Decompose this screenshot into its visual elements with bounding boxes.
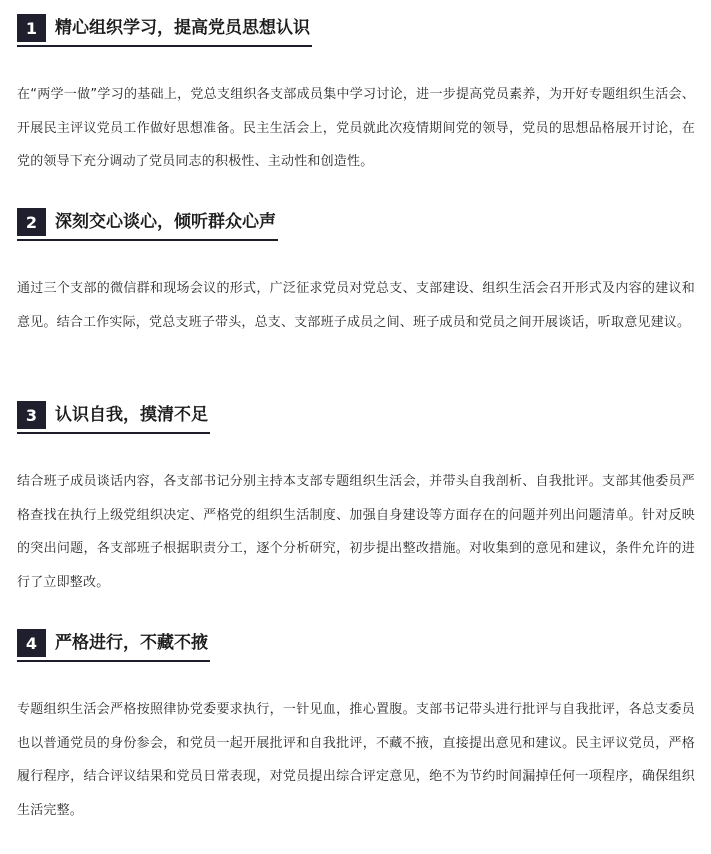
section-number-badge: 4 <box>17 629 46 657</box>
section-heading <box>17 401 210 434</box>
section-title: 深刻交心谈心，倾听群众心声 <box>55 212 276 232</box>
section-body: 通过三个支部的微信群和现场会议的形式，广泛征求党员对党总支、支部建设、组织生活会召开形式及内容的建议和意见。结合工作实际，党总支班子带头，总支、支部班子成员之间、班子成员和党员之间开展谈话，听取意见建议。 <box>17 281 695 330</box>
section-number-badge: 2 <box>17 208 46 236</box>
section-3 <box>17 401 695 599</box>
section-heading <box>17 629 210 662</box>
section-4 <box>17 629 695 827</box>
section-number-badge: 1 <box>17 14 46 42</box>
section-heading <box>17 208 278 241</box>
section-body: 专题组织生活会严格按照律协党委要求执行，一针见血，推心置腹。支部书记带头进行批评与自我批评，各总支委员也以普通党员的身份参会，和党员一起开展批评和自我批评，不藏不掖，直接提出意见和建议。民主评议党员，严格履行程序，结合评议结果和党员日常表现，对党员提出综合评定意见，绝不为节约时间漏掉任何一项程序，确保组织生活完整。 <box>17 702 695 818</box>
section-title: 认识自我，摸清不足 <box>55 405 208 425</box>
section-body: 在“两学一做”学习的基础上，党总支组织各支部成员集中学习讨论，进一步提高党员素养，为开好专题组织生活会、开展民主评议党员工作做好思想准备。民主生活会上，党员就此次疫情期间党的领导，党员的思想品格展开讨论，在党的领导下充分调动了党员同志的积极性、主动性和创造性。 <box>17 87 695 169</box>
section-body: 结合班子成员谈话内容，各支部书记分别主持本支部专题组织生活会，并带头自我剖析、自我批评。支部其他委员严格查找在执行上级党组织决定、严格党的组织生活制度、加强自身建设等方面存在的问题并列出问题清单。针对反映的突出问题，各支部班子根据职责分工，逐个分析研究，初步提出整改措施。对收集到的意见和建议，条件允许的进行了立即整改。 <box>17 474 695 590</box>
section-2 <box>17 208 695 339</box>
section-title: 精心组织学习，提高党员思想认识 <box>55 18 310 38</box>
section-heading <box>17 14 312 47</box>
section-1 <box>17 14 695 179</box>
section-number-badge: 3 <box>17 401 46 429</box>
section-title: 严格进行，不藏不掖 <box>55 633 208 653</box>
